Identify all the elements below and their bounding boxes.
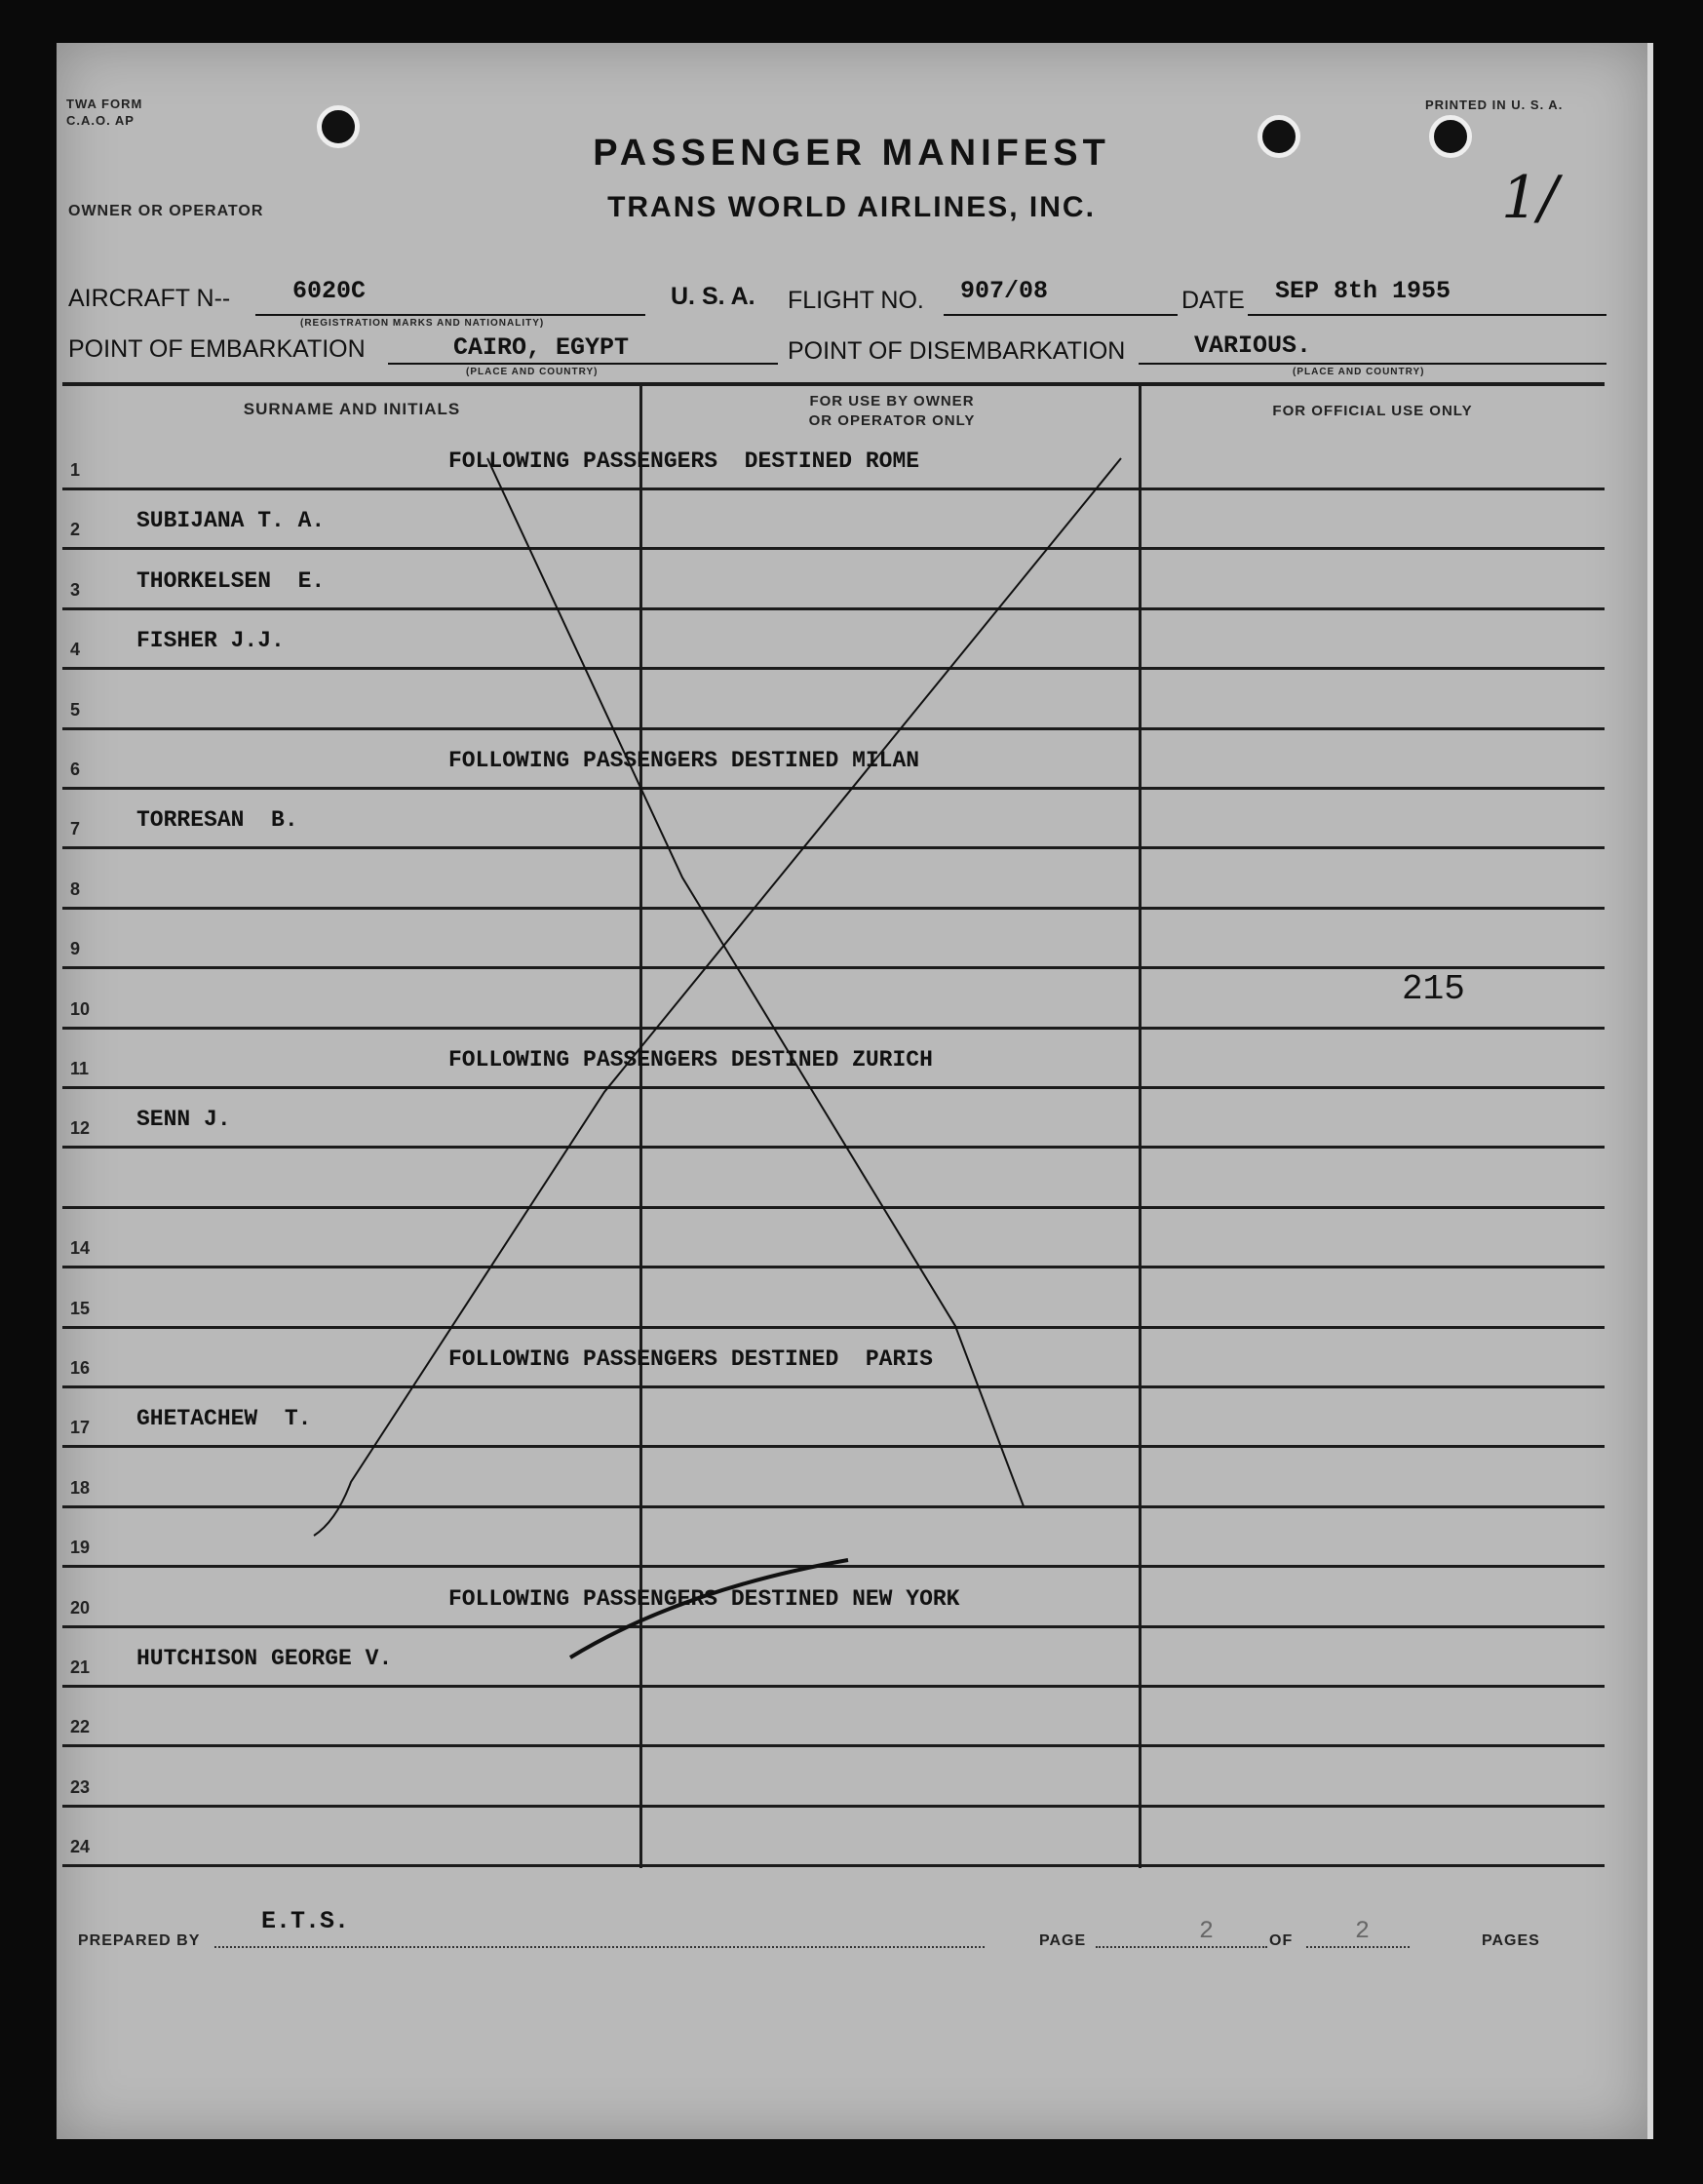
- row-number: 24: [70, 1837, 91, 1857]
- date-value: SEP 8th 1955: [1275, 277, 1451, 305]
- place-caption-2: (PLACE AND COUNTRY): [1293, 367, 1425, 377]
- airline-name: TRANS WORLD AIRLINES, INC.: [607, 191, 1096, 223]
- destination-heading: FOLLOWING PASSENGERS DESTINED ZURICH: [448, 1047, 933, 1072]
- row-number: 17: [70, 1418, 91, 1438]
- row-number: 12: [70, 1118, 91, 1139]
- passenger-name: TORRESAN B.: [136, 807, 298, 834]
- pages-label: PAGES: [1482, 1932, 1540, 1949]
- registration-caption: (REGISTRATION MARKS AND NATIONALITY): [300, 318, 545, 329]
- owner-label: OWNER OR OPERATOR: [68, 203, 264, 219]
- row-number: 16: [70, 1358, 91, 1378]
- disembarkation-value: VARIOUS.: [1194, 332, 1312, 360]
- destination-heading: FOLLOWING PASSENGERS DESTINED MILAN: [448, 748, 920, 773]
- flight-label: FLIGHT NO.: [788, 287, 924, 314]
- passenger-name: FISHER J.J.: [136, 628, 285, 654]
- col-header-owner: FOR USE BY OWNER OR OPERATOR ONLY: [808, 393, 976, 429]
- of-label: OF: [1269, 1932, 1294, 1949]
- aircraft-value: 6020C: [292, 277, 367, 305]
- row-number: 14: [70, 1238, 91, 1259]
- passenger-name: SUBIJANA T. A.: [136, 508, 326, 534]
- flight-value: 907/08: [960, 277, 1049, 305]
- passenger-name: GHETACHEW T.: [136, 1406, 312, 1432]
- place-caption: (PLACE AND COUNTRY): [466, 367, 599, 377]
- prepared-by-value: E.T.S.: [261, 1907, 350, 1935]
- col-header-surname: SURNAME AND INITIALS: [243, 400, 461, 418]
- row-number: 18: [70, 1477, 91, 1498]
- row-number: 10: [70, 998, 91, 1019]
- row-number: 9: [70, 939, 81, 959]
- col-header-official: FOR OFFICIAL USE ONLY: [1272, 403, 1473, 419]
- row-number: 1: [70, 460, 81, 480]
- row-number: 11: [70, 1059, 90, 1078]
- usa-label: U. S. A.: [671, 283, 755, 310]
- printed-in-label: PRINTED IN U. S. A.: [1425, 98, 1564, 112]
- row-number: 21: [70, 1658, 91, 1677]
- row-number: 6: [70, 760, 81, 779]
- row-number: 15: [70, 1298, 91, 1318]
- passenger-name: SENN J.: [136, 1107, 231, 1133]
- official-note: 215: [1402, 969, 1465, 1009]
- passenger-name: THORKELSEN E.: [136, 567, 326, 594]
- row-number: 19: [70, 1538, 91, 1558]
- of-value: 2: [1355, 1917, 1371, 1945]
- passenger-name: HUTCHISON GEORGE V.: [136, 1646, 393, 1671]
- date-label: DATE: [1181, 287, 1245, 314]
- form-id: TWA FORM C.A.O. AP: [66, 97, 143, 128]
- row-number: 22: [70, 1717, 91, 1737]
- embarkation-label: POINT OF EMBARKATION: [68, 335, 366, 363]
- row-number: 23: [70, 1776, 91, 1797]
- page-label: PAGE: [1039, 1932, 1087, 1949]
- disembarkation-label: POINT OF DISEMBARKATION: [788, 337, 1126, 365]
- destination-heading: FOLLOWING PASSENGERS DESTINED ROME: [448, 448, 920, 474]
- row-number: 7: [70, 819, 81, 839]
- destination-heading: FOLLOWING PASSENGERS DESTINED NEW YORK: [448, 1585, 960, 1612]
- row-number: 20: [70, 1597, 91, 1618]
- row-number: 4: [70, 640, 81, 660]
- row-number: 5: [70, 699, 81, 720]
- page-mark: 1/: [1501, 164, 1559, 232]
- row-number: 8: [70, 878, 81, 899]
- aircraft-label: AIRCRAFT N--: [68, 285, 231, 312]
- row-number: 2: [70, 520, 81, 540]
- page-value: 2: [1199, 1917, 1215, 1945]
- row-number: 3: [70, 579, 81, 600]
- embarkation-value: CAIRO, EGYPT: [453, 333, 630, 362]
- page-title: PASSENGER MANIFEST: [593, 133, 1110, 174]
- prepared-by-label: PREPARED BY: [78, 1932, 201, 1949]
- destination-heading: FOLLOWING PASSENGERS DESTINED PARIS: [448, 1346, 933, 1372]
